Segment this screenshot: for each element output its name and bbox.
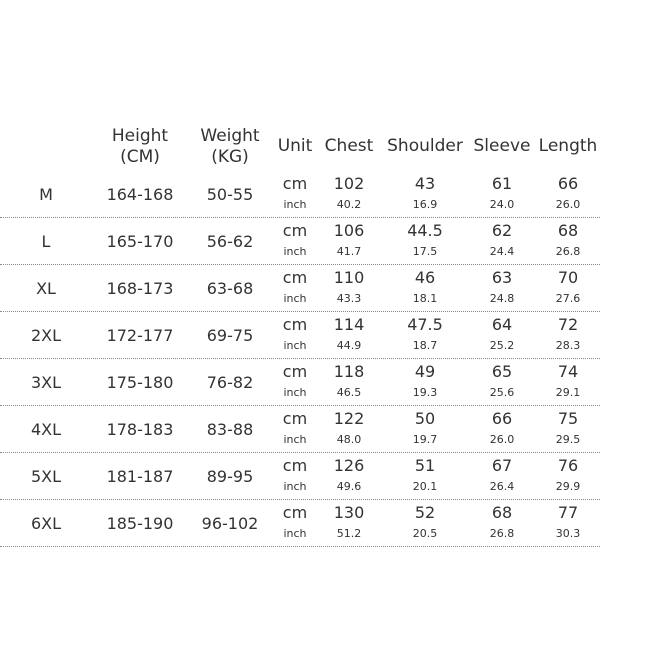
chest-inch: 43.3 xyxy=(336,292,362,305)
shoulder-inch: 18.1 xyxy=(412,292,438,305)
row-separator xyxy=(0,358,600,359)
chest-cm: 122 xyxy=(333,409,365,428)
chest-inch: 46.5 xyxy=(336,386,362,399)
height-range: 164-168 xyxy=(106,185,174,204)
sleeve-inch: 24.0 xyxy=(489,198,515,211)
chest-inch: 49.6 xyxy=(336,480,362,493)
row-separator xyxy=(0,405,600,406)
size-label: L xyxy=(41,232,51,251)
chest-cm: 126 xyxy=(333,456,365,475)
shoulder-inch: 20.1 xyxy=(412,480,438,493)
sleeve-cm: 64 xyxy=(491,315,513,334)
shoulder-cm: 46 xyxy=(414,268,436,287)
unit-inch-label: inch xyxy=(283,245,307,258)
chest-inch: 51.2 xyxy=(336,527,362,540)
length-inch: 29.1 xyxy=(555,386,581,399)
sleeve-cm: 66 xyxy=(491,409,513,428)
header-height xyxy=(100,126,180,168)
unit-inch-label: inch xyxy=(283,480,307,493)
header-sleeve: Sleeve xyxy=(473,136,531,156)
shoulder-cm: 47.5 xyxy=(407,315,443,334)
length-inch: 29.5 xyxy=(555,433,581,446)
weight-range: 76-82 xyxy=(206,373,254,392)
header-height-title: Height xyxy=(111,126,169,146)
shoulder-inch: 16.9 xyxy=(412,198,438,211)
shoulder-cm: 52 xyxy=(414,503,436,522)
size-label: 4XL xyxy=(30,420,62,439)
row-separator xyxy=(0,452,600,453)
row-separator xyxy=(0,311,600,312)
sleeve-inch: 26.4 xyxy=(489,480,515,493)
length-cm: 76 xyxy=(557,456,579,475)
sleeve-cm: 65 xyxy=(491,362,513,381)
shoulder-cm: 50 xyxy=(414,409,436,428)
weight-range: 96-102 xyxy=(201,514,259,533)
length-cm: 70 xyxy=(557,268,579,287)
shoulder-inch: 17.5 xyxy=(412,245,438,258)
height-range: 181-187 xyxy=(106,467,174,486)
chest-inch: 48.0 xyxy=(336,433,362,446)
length-inch: 27.6 xyxy=(555,292,581,305)
chest-inch: 41.7 xyxy=(336,245,362,258)
height-range: 178-183 xyxy=(106,420,174,439)
header-weight-unit: (KG) xyxy=(211,147,249,167)
shoulder-inch: 19.3 xyxy=(412,386,438,399)
size-label: 5XL xyxy=(30,467,62,486)
shoulder-cm: 44.5 xyxy=(407,221,443,240)
sleeve-inch: 25.2 xyxy=(489,339,515,352)
unit-inch-label: inch xyxy=(283,433,307,446)
weight-range: 69-75 xyxy=(206,326,254,345)
length-inch: 26.8 xyxy=(555,245,581,258)
sleeve-inch: 26.0 xyxy=(489,433,515,446)
unit-cm-label: cm xyxy=(282,362,308,381)
row-separator xyxy=(0,499,600,500)
chest-cm: 110 xyxy=(333,268,365,287)
shoulder-cm: 51 xyxy=(414,456,436,475)
length-inch: 29.9 xyxy=(555,480,581,493)
unit-cm-label: cm xyxy=(282,315,308,334)
height-range: 168-173 xyxy=(106,279,174,298)
chest-cm: 102 xyxy=(333,174,365,193)
height-range: 165-170 xyxy=(106,232,174,251)
header-shoulder: Shoulder xyxy=(387,136,463,156)
length-cm: 72 xyxy=(557,315,579,334)
sleeve-inch: 24.8 xyxy=(489,292,515,305)
unit-inch-label: inch xyxy=(283,527,307,540)
unit-inch-label: inch xyxy=(283,339,307,352)
sleeve-cm: 62 xyxy=(491,221,513,240)
sleeve-inch: 26.8 xyxy=(489,527,515,540)
length-cm: 74 xyxy=(557,362,579,381)
header-weight xyxy=(190,126,270,168)
sleeve-inch: 24.4 xyxy=(489,245,515,258)
header-unit: Unit xyxy=(277,136,313,156)
chest-cm: 114 xyxy=(333,315,365,334)
sleeve-cm: 67 xyxy=(491,456,513,475)
header-weight-title: Weight xyxy=(200,126,260,146)
sleeve-cm: 61 xyxy=(491,174,513,193)
unit-cm-label: cm xyxy=(282,268,308,287)
unit-cm-label: cm xyxy=(282,174,308,193)
shoulder-cm: 49 xyxy=(414,362,436,381)
size-label: 2XL xyxy=(30,326,62,345)
height-range: 185-190 xyxy=(106,514,174,533)
chest-cm: 118 xyxy=(333,362,365,381)
shoulder-cm: 43 xyxy=(414,174,436,193)
unit-cm-label: cm xyxy=(282,409,308,428)
header-chest: Chest xyxy=(324,136,374,156)
unit-cm-label: cm xyxy=(282,221,308,240)
chest-inch: 40.2 xyxy=(336,198,362,211)
unit-inch-label: inch xyxy=(283,292,307,305)
weight-range: 89-95 xyxy=(206,467,254,486)
shoulder-inch: 19.7 xyxy=(412,433,438,446)
weight-range: 56-62 xyxy=(206,232,254,251)
weight-range: 63-68 xyxy=(206,279,254,298)
length-inch: 26.0 xyxy=(555,198,581,211)
shoulder-inch: 20.5 xyxy=(412,527,438,540)
size-label: 6XL xyxy=(30,514,62,533)
weight-range: 83-88 xyxy=(206,420,254,439)
sleeve-cm: 63 xyxy=(491,268,513,287)
height-range: 175-180 xyxy=(106,373,174,392)
shoulder-inch: 18.7 xyxy=(412,339,438,352)
height-range: 172-177 xyxy=(106,326,174,345)
unit-cm-label: cm xyxy=(282,503,308,522)
length-cm: 75 xyxy=(557,409,579,428)
chest-cm: 106 xyxy=(333,221,365,240)
chest-inch: 44.9 xyxy=(336,339,362,352)
length-cm: 66 xyxy=(557,174,579,193)
length-cm: 77 xyxy=(557,503,579,522)
unit-inch-label: inch xyxy=(283,198,307,211)
sleeve-inch: 25.6 xyxy=(489,386,515,399)
length-inch: 28.3 xyxy=(555,339,581,352)
length-inch: 30.3 xyxy=(555,527,581,540)
row-separator xyxy=(0,546,600,547)
size-label: XL xyxy=(36,279,56,298)
unit-inch-label: inch xyxy=(283,386,307,399)
chest-cm: 130 xyxy=(333,503,365,522)
header-height-unit: (CM) xyxy=(120,147,160,167)
size-label: 3XL xyxy=(30,373,62,392)
unit-cm-label: cm xyxy=(282,456,308,475)
row-separator xyxy=(0,217,600,218)
sleeve-cm: 68 xyxy=(491,503,513,522)
weight-range: 50-55 xyxy=(206,185,254,204)
size-label: M xyxy=(39,185,53,204)
header-length: Length xyxy=(538,136,598,156)
row-separator xyxy=(0,264,600,265)
length-cm: 68 xyxy=(557,221,579,240)
